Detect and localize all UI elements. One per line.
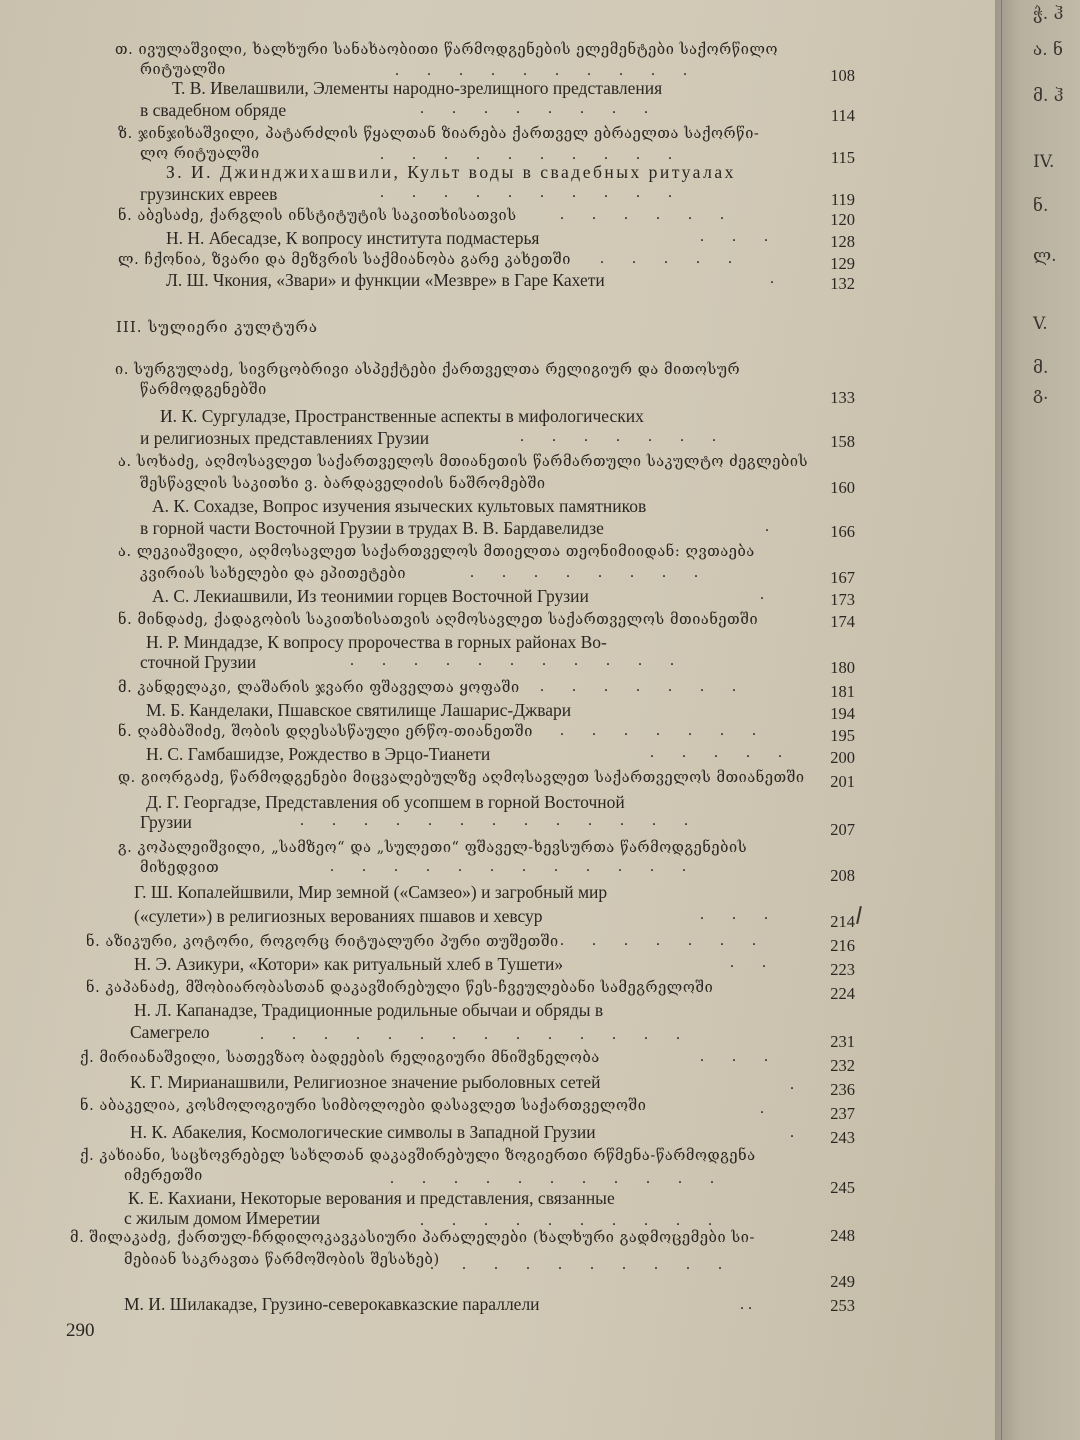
page-ref: 160 xyxy=(830,478,855,497)
page-ref: 158 xyxy=(830,432,855,451)
page-ref: 208 xyxy=(830,866,855,885)
entry-line: მ. შილაკაძე, ქართულ-ჩრდილოკავკასიური პარალელები (ხალხური გადმოცემები სი- xyxy=(70,1230,756,1246)
entry-line: ქ. კახიანი, საცხოვრებელ სახლთან დაკავშირებული ზოგიერთი რწმენა-წარმოდგენა xyxy=(80,1148,756,1164)
page-ref: 207 xyxy=(830,820,855,839)
leader-dots: . . . . . . . xyxy=(540,678,736,695)
leader-dots: . . . . . . . . . . . xyxy=(390,1170,714,1187)
entry-line: ა. სოხაძე, აღმოსავლეთ საქართველოს მთიანეთის წარმართული საკულტო ძეგლების xyxy=(118,454,808,470)
entry-line: в свадебном обряде xyxy=(140,100,287,120)
leader-dots: . . . . . . . xyxy=(560,932,756,949)
entry-line: К. Е. Кахиани, Некоторые верования и представления, связанные xyxy=(128,1188,615,1208)
entry-line: К. Г. Мирианашвили, Религиозное значение рыболовных сетей xyxy=(130,1072,601,1092)
entry-line: Грузии xyxy=(140,812,192,832)
entry-line: ა. ლეკიაშვილი, აღმოსავლეთ საქართველოს მთიელთა თეონიმიიდან: ღვთაება xyxy=(118,544,755,560)
leader-dots: . . . . . . . . xyxy=(470,564,698,581)
page-ref: 224 xyxy=(830,984,855,1003)
page-ref: 231 xyxy=(830,1032,855,1051)
entry-line: რიტუალში xyxy=(140,62,226,78)
entry-line: М. И. Шилакадзе, Грузино-северокавказские параллели xyxy=(124,1294,540,1314)
page-ref: 200 xyxy=(830,748,855,767)
section-heading: III. სულიერი კულტურა xyxy=(116,318,319,336)
entry-line: დ. გიორგაძე, წარმოდგენები მიცვალებულზე აღმოსავლეთ საქართველოს მთიანეთში xyxy=(118,770,805,786)
leader-dots: . . xyxy=(740,1296,752,1313)
edge-fragment: ა. ნ xyxy=(1033,40,1063,60)
leader-dots: . . . . . . xyxy=(560,206,724,223)
page-number: 290 xyxy=(66,1320,95,1341)
entry-line: в горной части Восточной Грузии в трудах В. В. Бардавелидзе xyxy=(140,518,604,538)
edge-fragment: გ. xyxy=(1033,384,1049,404)
leader-dots: . . . . . . . . xyxy=(420,100,648,117)
pencil-mark xyxy=(856,906,862,924)
entry-line: შესწავლის საკითხი ვ. ბარდაველიძის ნაშრომებში xyxy=(140,476,546,492)
edge-fragment: მ. ჰ xyxy=(1033,86,1064,106)
entry-line: Д. Г. Георгадзе, Представления об усопшем в горной Восточной xyxy=(146,792,625,812)
entry-line: მიხედვით xyxy=(140,860,220,876)
page-ref: 237 xyxy=(830,1104,855,1123)
page-ref: 245 xyxy=(830,1178,855,1197)
page-ref: 216 xyxy=(830,936,855,955)
page-gutter-line xyxy=(1001,0,1002,1440)
facing-page-edge xyxy=(995,0,1080,1440)
leader-dots: . . . . . . . . . . . . xyxy=(330,858,686,875)
leader-dots: . xyxy=(760,586,764,603)
entry-line: წარმოდგენებში xyxy=(140,382,267,398)
entry-line: ქ. მირიანაშვილი, სათევზაო ბადეების რელიგიური მნიშვნელობა xyxy=(80,1050,600,1066)
entry-line: Н. Л. Капанадзе, Традиционные родильные обычаи и обряды в xyxy=(134,1000,604,1020)
page-ref: 167 xyxy=(830,568,855,587)
page-ref: 243 xyxy=(830,1128,855,1147)
entry-line: Самегрело xyxy=(130,1022,210,1042)
entry-line: მ. კანდელაკი, ლაშარის ჯვარი ფშაველთა ყოფაში xyxy=(118,680,520,696)
page-ref: 232 xyxy=(830,1056,855,1075)
entry-line: გ. კოპალეიშვილი, „სამზეო“ და „სულეთი“ ფშაველ-ხევსურთა წარმოდგენების xyxy=(118,840,748,856)
entry-line: ნ. აბაკელია, კოსმოლოგიური სიმბოლოები დასავლეთ საქართველოში xyxy=(80,1098,647,1114)
entry-line: А. С. Лекиашвили, Из теонимии горцев Восточной Грузии xyxy=(152,586,589,606)
page-ref: 132 xyxy=(830,274,855,293)
leader-dots: . . . xyxy=(700,906,768,923)
entry-line: თ. ივულაშვილი, ხალხური სანახაობითი წარმოდგენების ელემენტები საქორწილო xyxy=(115,42,779,58)
edge-fragment: ნ. xyxy=(1033,196,1049,216)
entry-line: грузинских евреев xyxy=(140,184,278,204)
leader-dots: . xyxy=(765,518,769,535)
entry-line: Л. Ш. Чкония, «Звари» и функции «Мезвре» в Гаре Кахети xyxy=(166,270,605,290)
page-ref: 129 xyxy=(830,254,855,273)
entry-line: მებიან საკრავთა წარმოშობის შესახებ) xyxy=(124,1252,440,1268)
entry-line: А. К. Сохадзе, Вопрос изучения языческих культовых памятников xyxy=(152,496,647,516)
page-ref: 119 xyxy=(830,190,855,209)
page-ref: 128 xyxy=(830,232,855,251)
page-ref: 115 xyxy=(830,148,855,167)
entry-line: Н. Э. Азикури, «Котори» как ритуальный хлеб в Тушети» xyxy=(134,954,564,974)
leader-dots: . . xyxy=(730,954,766,971)
page-ref: 181 xyxy=(830,682,855,701)
page-ref: 249 xyxy=(830,1272,855,1291)
entry-line: («сулети») в религиозных верованиях пшавов и хевсур xyxy=(134,906,543,926)
page-ref: 253 xyxy=(830,1296,855,1315)
entry-line: М. Б. Канделаки, Пшавское святилище Лашарис-Джвари xyxy=(146,700,572,720)
entry-line: Н. К. Абакелия, Космологические символы в Западной Грузии xyxy=(130,1122,596,1142)
page-ref: 166 xyxy=(830,522,855,541)
entry-line: ი. სურგულაძე, სივრცობრივი ასპექტები ქართველთა რელიგიურ და მითოსურ xyxy=(115,362,741,378)
leader-dots: . . . xyxy=(700,1048,768,1065)
leader-dots: . . . . . . . . . . . xyxy=(350,652,674,669)
entry-line: З. И. Джинджихашвили, Культ воды в свадебных ритуалах xyxy=(166,162,736,182)
entry-line: ნ. აზიკური, კოტორი, როგორც რიტუალური პური თუშეთში xyxy=(86,934,559,950)
page-ref: 195 xyxy=(830,726,855,745)
leader-dots: . xyxy=(790,1124,794,1141)
entry-line: Н. Н. Абесадзе, К вопросу института подмастерья xyxy=(166,228,540,248)
leader-dots: . . . . . xyxy=(600,250,732,267)
entry-line: კვირიას სახელები და ეპითეტები xyxy=(140,566,407,582)
edge-fragment: V. xyxy=(1033,314,1048,334)
leader-dots: . . . xyxy=(700,228,768,245)
entry-line: ნ. ღამბაშიძე, შობის დღესასწაული ერწო-თიანეთში xyxy=(118,724,533,740)
leader-dots: . xyxy=(790,1076,794,1093)
entry-line: Г. Ш. Копалейшвили, Мир земной («Самзео») и загробный мир xyxy=(134,882,608,902)
page-ref: 120 xyxy=(830,210,855,229)
edge-fragment: ჭ. ჰ xyxy=(1033,4,1064,24)
leader-dots: . . . . . . . . . . . . . xyxy=(300,812,688,829)
page-ref: 174 xyxy=(830,612,855,631)
page-ref: 194 xyxy=(830,704,855,723)
leader-dots: . . . . . . . . . . xyxy=(380,146,672,163)
page-ref: 201 xyxy=(830,772,855,791)
entry-line: сточной Грузии xyxy=(140,652,257,672)
page-ref: 180 xyxy=(830,658,855,677)
leader-dots: . . . . . . . . . . . . . . xyxy=(260,1026,680,1043)
leader-dots: . . . . . . . . . . xyxy=(395,62,687,79)
page-ref: 133 xyxy=(830,388,855,407)
entry-line: ნ. მინდაძე, ქადაგობის საკითხისათვის აღმოსავლეთ საქართველოს მთიანეთში xyxy=(118,612,759,628)
page-ref: 108 xyxy=(830,66,855,85)
page-ref: 214 xyxy=(830,912,855,931)
leader-dots: . xyxy=(760,1100,764,1117)
leader-dots: . . . . . . . xyxy=(520,428,716,445)
entry-line: ლო რიტუალში xyxy=(140,146,260,162)
edge-fragment: IV. xyxy=(1033,152,1055,172)
page-ref: 114 xyxy=(830,106,855,125)
entry-line: ლ. ჩქონია, ზვარი და მეზვრის საქმიანობა გარე კახეთში xyxy=(118,252,571,268)
edge-fragment: მ. xyxy=(1033,358,1049,378)
leader-dots: . . . . . xyxy=(650,744,782,761)
entry-line: ნ. კაპანაძე, მშობიარობასთან დაკავშირებული წეს-ჩვეულებანი სამეგრელოში xyxy=(86,980,714,996)
leader-dots: . . . . . . . xyxy=(560,722,756,739)
leader-dots: . . . . . . . . . . xyxy=(420,1212,712,1229)
entry-line: ნ. აბესაძე, ქარგლის ინსტიტუტის საკითხისათვის xyxy=(118,208,517,224)
entry-line: И. К. Сургуладзе, Пространственные аспекты в мифологических xyxy=(160,406,644,426)
entry-line: Н. Р. Миндадзе, К вопросу пророчества в горных районах Во- xyxy=(146,632,607,652)
page-ref: 173 xyxy=(830,590,855,609)
entry-line: ზ. ჯინჯიხაშვილი, პატარძლის წყალთან ზიარება ქართველ ებრაელთა საქორწი- xyxy=(118,126,760,142)
edge-fragment: ლ. xyxy=(1033,246,1057,266)
page-ref: 248 xyxy=(830,1226,855,1245)
entry-line: იმერეთში xyxy=(124,1168,203,1184)
page-ref: 223 xyxy=(830,960,855,979)
entry-line: Т. В. Ивелашвили, Элементы народно-зрелищного представления xyxy=(172,78,663,98)
leader-dots: . xyxy=(770,270,774,287)
entry-line: и религиозных представлениях Грузии xyxy=(140,428,430,448)
leader-dots: . . . . . . . . . . xyxy=(380,184,672,201)
page-ref: 236 xyxy=(830,1080,855,1099)
leader-dots: . . . . . . . . . . xyxy=(430,1256,722,1273)
entry-line: с жилым домом Имеретии xyxy=(124,1208,321,1228)
entry-line: Н. С. Гамбашидзе, Рождество в Эрцо-Тианети xyxy=(146,744,491,764)
